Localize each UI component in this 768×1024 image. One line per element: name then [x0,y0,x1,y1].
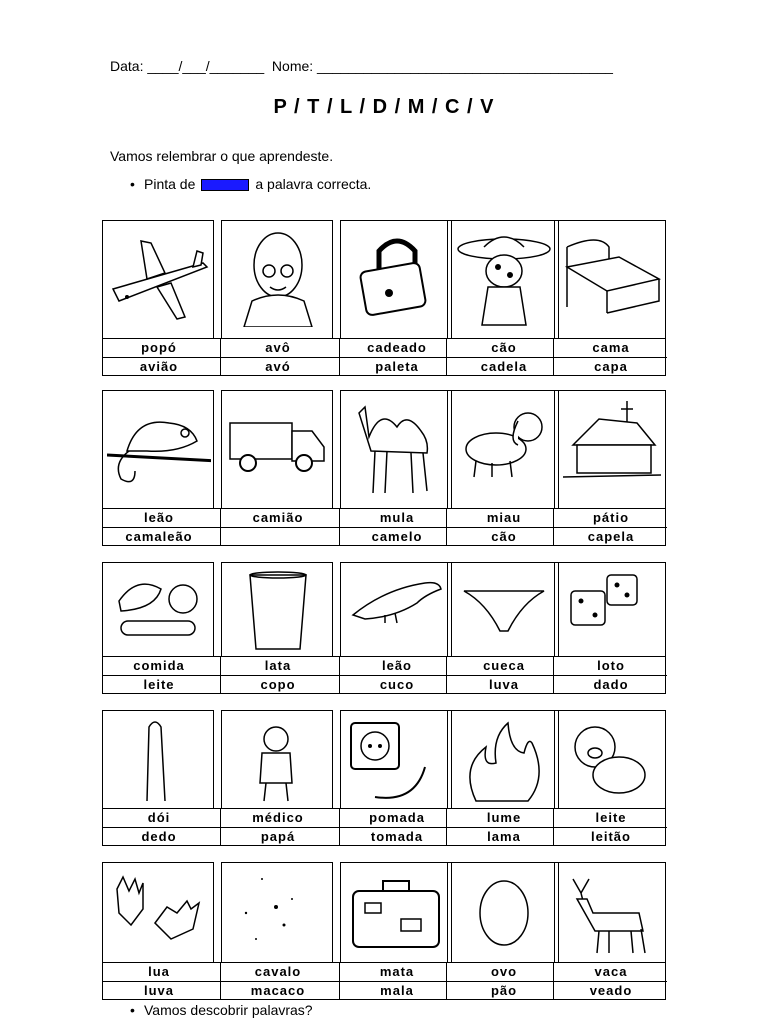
word-option[interactable]: pátio [592,510,630,525]
word-option[interactable]: mula [379,510,415,525]
picture-cell [447,562,559,656]
word-option[interactable]: popó [141,340,177,355]
chapel-image [559,397,663,497]
padlock-image [345,227,449,327]
word-option[interactable]: leite [143,677,175,692]
word-option[interactable]: tomada [370,829,424,844]
word-option[interactable]: dedo [141,829,177,844]
word-option[interactable]: médico [252,810,304,825]
grid-divider [339,809,340,845]
word-option[interactable]: camaleão [125,529,193,544]
picture-cell [554,710,666,808]
grandmother-image [226,227,330,327]
chameleon-image [107,397,211,497]
word-block-1 [102,220,666,374]
grid-divider [220,657,221,693]
gloves-image [107,869,211,959]
egg-image [452,869,556,959]
picture-cell [554,390,666,508]
grid-divider [553,809,554,845]
word-option[interactable]: lua [148,964,170,979]
word-option[interactable]: leão [381,658,412,673]
dog-with-hat-image [452,227,556,327]
word-option[interactable]: avô [265,340,291,355]
word-row-2 [103,675,667,694]
word-option[interactable]: leão [143,510,174,525]
word-option[interactable]: lata [264,658,292,673]
page-title: P / T / L / D / M / C / V [273,96,495,118]
grid-divider [446,963,447,999]
picture-cell [102,862,214,962]
faded-image [226,869,330,959]
grid-divider [220,809,221,845]
picture-cell [340,710,452,808]
word-option[interactable]: ovo [490,964,518,979]
word-grid [102,962,666,1000]
word-option[interactable]: cueca [483,658,525,673]
doctor-image [226,717,330,805]
word-option[interactable]: avó [265,359,291,374]
picture-cell [221,562,333,656]
word-option[interactable]: comida [133,658,185,673]
word-option[interactable]: leite [595,810,627,825]
picture-cell [554,220,666,338]
picture-cell [340,220,452,338]
glass-image [226,569,330,653]
socket-plug-image [345,717,449,805]
grid-divider [553,963,554,999]
footer-bullet: • Vamos descobrir palavras? [130,1002,313,1018]
picture-cell [221,710,333,808]
word-grid [102,656,666,694]
deer-image [559,869,663,959]
word-option[interactable]: capela [587,529,635,544]
word-row-2 [103,827,667,846]
word-option[interactable]: pomada [369,810,425,825]
grid-divider [553,339,554,375]
word-option[interactable]: cuco [379,677,415,692]
grid-divider [339,339,340,375]
word-row-2 [103,527,667,546]
picture-cell [221,862,333,962]
word-option[interactable]: paleta [375,359,419,374]
grid-divider [446,339,447,375]
suitcase-image [345,869,449,959]
grid-divider [339,657,340,693]
dice-image [559,569,663,653]
grid-divider [339,509,340,545]
camel-image [345,397,449,497]
picture-cell [447,862,559,962]
word-option[interactable]: mala [380,983,414,998]
word-grid [102,338,666,376]
word-option[interactable]: lama [487,829,521,844]
picture-cell [102,390,214,508]
grid-divider [446,657,447,693]
airplane-image [107,227,211,327]
footer-bullet-text: Vamos descobrir palavras? [144,1002,313,1018]
word-block-4 [102,710,666,846]
word-option[interactable]: vaca [594,964,628,979]
grid-divider [553,657,554,693]
picture-cell [340,862,452,962]
picture-cell [102,562,214,656]
grid-divider [553,509,554,545]
word-row-1 [103,339,667,357]
blue-swatch [201,179,249,191]
instruction-bullet: • Pinta de a palavra correcta. [130,176,372,192]
grid-divider [220,339,221,375]
word-row-1 [103,963,667,981]
grid-divider [220,963,221,999]
word-option[interactable]: veado [589,983,633,998]
word-option[interactable]: camelo [371,529,423,544]
picture-cell [221,390,333,508]
word-option[interactable]: cão [491,340,517,355]
bird-image [345,569,449,653]
word-option[interactable]: luva [488,677,519,692]
word-option[interactable]: copo [260,677,296,692]
word-option[interactable]: capa [594,359,628,374]
grid-divider [339,963,340,999]
word-option[interactable]: mata [379,964,415,979]
word-option[interactable]: pão [490,983,518,998]
instruction-after: a palavra correcta. [255,176,372,192]
picture-cell [340,562,452,656]
word-option[interactable]: cadela [480,359,528,374]
picture-cell [221,220,333,338]
word-option[interactable]: cavalo [254,964,302,979]
word-option[interactable]: leitão [591,829,631,844]
word-option[interactable]: dói [147,810,171,825]
word-row-1 [103,509,667,527]
grid-divider [446,809,447,845]
word-option[interactable]: luva [143,983,174,998]
word-option[interactable]: miau [486,510,522,525]
underwear-image [452,569,556,653]
fire-image [452,717,556,805]
picture-cell [447,390,559,508]
word-option[interactable]: loto [597,658,625,673]
picture-cell [554,862,666,962]
bed-image [559,227,663,327]
word-option[interactable]: macaco [250,983,306,998]
word-row-1 [103,809,667,827]
intro-text: Vamos relembrar o que aprendeste. [110,148,334,164]
word-option[interactable]: dado [593,677,629,692]
word-row-2 [103,357,667,376]
instruction-before: Pinta de [144,176,196,192]
finger-image [107,717,211,805]
word-option[interactable]: avião [139,359,179,374]
picture-cell [340,390,452,508]
picture-cell [102,710,214,808]
picture-cell [447,710,559,808]
word-option[interactable]: camião [252,510,304,525]
word-grid [102,508,666,546]
word-block-3 [102,562,666,694]
food-image [107,569,211,653]
puppy-image [452,397,556,497]
picture-cell [102,220,214,338]
piglet-image [559,717,663,805]
date-name-line: Data: ____/___/_______ Nome: ______________________________________ [110,58,613,74]
word-block-5 [102,862,666,1000]
picture-cell [554,562,666,656]
word-grid [102,808,666,846]
word-option[interactable]: cama [592,340,630,355]
word-row-1 [103,657,667,675]
grid-divider [446,509,447,545]
truck-image [226,397,330,497]
picture-cell [447,220,559,338]
grid-divider [220,509,221,545]
word-option[interactable]: lume [486,810,522,825]
word-option[interactable]: cão [491,529,517,544]
word-option[interactable]: cadeado [367,340,427,355]
word-row-2 [103,981,667,1000]
word-option[interactable]: papá [260,829,296,844]
word-block-2 [102,390,666,546]
